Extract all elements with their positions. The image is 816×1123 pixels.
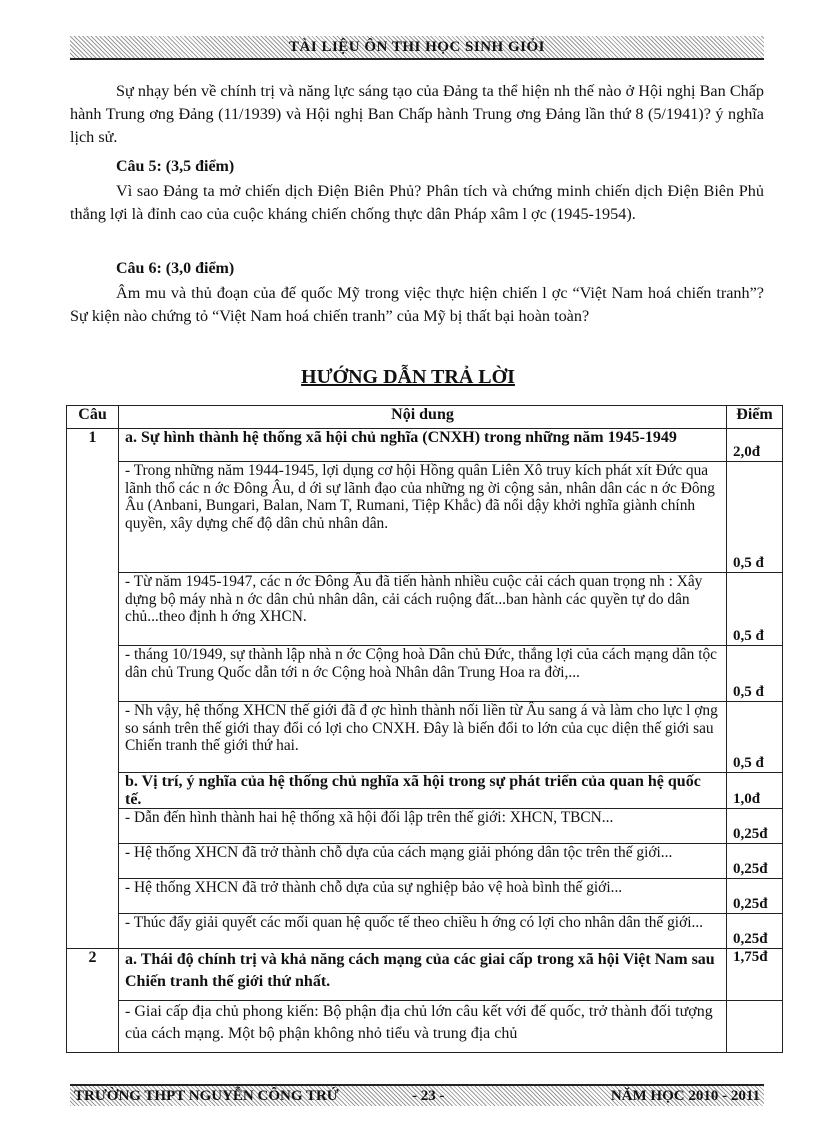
row-content: a. Sự hình thành hệ thống xã hội chủ nghĩa (CNXH) trong những năm 1945-1949 [119, 429, 727, 462]
row-score: 0,25đ [727, 879, 783, 914]
header-cau: Câu [67, 406, 119, 429]
question-6-text: Âm mu và thủ đoạn của đế quốc Mỹ trong việc thực hiện chiến l ợc “Việt Nam hoá chiến tranh”? Sự kiện nào chứng tỏ “Việt Nam hoá chiến tranh” của Mỹ bị thất bại hoàn toàn? [70, 284, 764, 325]
footer-page-number: - 23 - [412, 1088, 445, 1104]
row-content: a. Thái độ chính trị và khả năng cách mạng của các giai cấp trong xã hội Việt Nam sau Chiến tranh thế giới thứ nhất. [119, 949, 727, 1001]
question-number: 2 [67, 949, 119, 1053]
table-row [67, 1001, 783, 1053]
table-row [67, 646, 783, 702]
page-footer [70, 1084, 764, 1106]
table-row [67, 809, 783, 844]
row-content: b. Vị trí, ý nghĩa của hệ thống chủ nghĩa xã hội trong sự phát triển của quan hệ quốc tế. [119, 773, 727, 809]
row-content: - tháng 10/1949, sự thành lập nhà n ớc Cộng hoà Dân chủ Đức, thắng lợi của cách mạng dân tộc dân chủ Trung Quốc dẫn tới n ớc Cộng hoà Nhân dân Trung Hoa ra đời,... [119, 646, 727, 702]
footer-school: TRƯỜNG THPT NGUYỄN CÔNG TRỨ [74, 1088, 339, 1104]
row-score: 1,0đ [727, 773, 783, 809]
table-row [67, 429, 783, 462]
answer-table [66, 405, 783, 1053]
row-content: - Hệ thống XHCN đã trở thành chỗ dựa của sự nghiệp bảo vệ hoà bình thế giới... [119, 879, 727, 914]
row-score: 2,0đ [727, 429, 783, 462]
answer-guide-title: HƯỚNG DẪN TRẢ LỜI [301, 366, 515, 388]
row-score: 0,5 đ [727, 702, 783, 773]
table-row [67, 773, 783, 809]
row-score: 0,5 đ [727, 646, 783, 702]
table-row [67, 949, 783, 1001]
row-score: 0,25đ [727, 809, 783, 844]
question-6-label: Câu 6: (3,0 điểm) [116, 260, 235, 277]
header-diem: Điểm [727, 406, 783, 429]
question-number: 1 [67, 429, 119, 949]
row-content: - Trong những năm 1944-1945, lợi dụng cơ hội Hồng quân Liên Xô truy kích phát xít Đức qua lãnh thổ các n ớc Đông Âu, d ới sự lãnh đạo của những ng ời cộng sản, nhân dân các n ớc Đông Âu (Anbani, Bungari, Balan, Nam T, Rumani, Tiệp Khắc) đã nổi dậy khởi nghĩa giành chính quyền, xây dựng chế độ dân chủ nhân dân. [119, 462, 727, 573]
footer-school-year: NĂM HỌC 2010 - 2011 [610, 1088, 760, 1104]
table-row [67, 702, 783, 773]
row-content: - Thúc đẩy giải quyết các mối quan hệ quốc tế theo chiều h ớng có lợi cho nhân dân thế giới... [119, 914, 727, 949]
table-row [67, 462, 783, 573]
table-row [67, 879, 783, 914]
row-score: 0,25đ [727, 914, 783, 949]
intro-paragraph: Sự nhạy bén về chính trị và năng lực sáng tạo của Đảng ta thể hiện nh thế nào ở Hội nghị Ban Chấp hành Trung ơng Đảng (11/1939) và Hội nghị Ban Chấp hành Trung ơng Đảng lần thứ 8 (5/1941)? ý nghĩa lịch sử. [70, 82, 764, 146]
table-row [67, 844, 783, 879]
row-score: 1,75đ [727, 949, 783, 1001]
question-5-text: Vì sao Đảng ta mở chiến dịch Điện Biên Phủ? Phân tích và chứng minh chiến dịch Điện Biên Phủ thắng lợi là đỉnh cao của cuộc kháng chiến chống thực dân Pháp xâm l ợc (1945-1954). [70, 182, 764, 223]
table-row [67, 914, 783, 949]
row-content: - Giai cấp địa chủ phong kiến: Bộ phận địa chủ lớn câu kết với đế quốc, trở thành đối tượng của cách mạng. Một bộ phận không nhỏ tiểu và trung địa chủ [119, 1001, 727, 1053]
header-noi-dung: Nội dung [119, 406, 727, 429]
question-5-label: Câu 5: (3,5 điểm) [116, 158, 235, 175]
page-header [70, 36, 764, 60]
row-content: - Hệ thống XHCN đã trở thành chỗ dựa của cách mạng giải phóng dân tộc trên thế giới... [119, 844, 727, 879]
row-score: 0,5 đ [727, 462, 783, 573]
row-content: - Dẫn đến hình thành hai hệ thống xã hội đối lập trên thế giới: XHCN, TBCN... [119, 809, 727, 844]
row-score [727, 1001, 783, 1053]
table-header-row [67, 406, 783, 429]
row-content: - Nh vậy, hệ thống XHCN thế giới đã đ ợc hình thành nối liền từ Âu sang á và làm cho lực l ợng so sánh trên thế giới thay đổi có lợi cho CNXH. Đây là biến đổi to lớn của cục diện thế giới sau Chiến tranh thế giới thứ hai. [119, 702, 727, 773]
table-row [67, 573, 783, 646]
row-score: 0,5 đ [727, 573, 783, 646]
header-title: TÀI LIỆU ÔN THI HỌC SINH GIỎI [289, 39, 545, 55]
row-score: 0,25đ [727, 844, 783, 879]
row-content: - Từ năm 1945-1947, các n ớc Đông Âu đã tiến hành nhiều cuộc cải cách quan trọng nh : Xây dựng bộ máy nhà n ớc dân chủ nhân dân, cải cách ruộng đất...ban hành các quyền tự do dân chủ...theo định h ớng XHCN. [119, 573, 727, 646]
